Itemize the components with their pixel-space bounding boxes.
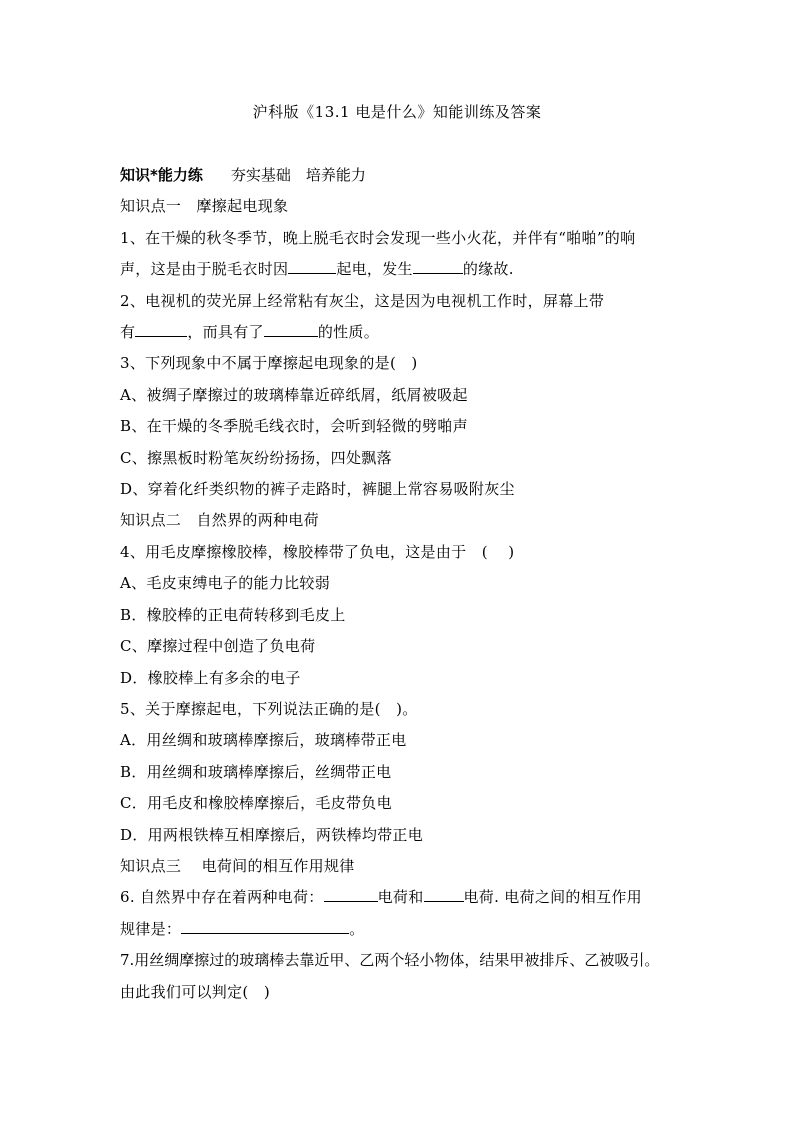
question-2-line-1: 2、电视机的荧光屏上经常粘有灰尘，这是因为电视机工作时，屏幕上带 [120,291,605,310]
document-body [120,160,680,1008]
question-3-option-c: C、擦黑板时粉笔灰纷纷扬扬，四处飘落 [120,448,392,467]
question-5-option-c: C．用毛皮和橡胶棒摩擦后，毛皮带负电 [120,794,392,813]
question-1-blank-1[interactable] [288,259,336,274]
question-3-option-a: A、被绸子摩擦过的玻璃棒靠近碎纸屑，纸屑被吸起 [120,385,468,404]
question-4-option-b: B．橡胶棒的正电荷转移到毛皮上 [120,605,346,624]
question-3-stem: 3、下列现象中不属于摩擦起电现象的是( ) [120,354,418,373]
question-2-blank-1[interactable] [135,322,187,337]
question-6-blank-3[interactable] [181,919,349,934]
question-1-text-a: 声，这是由于脱毛衣时因 [120,260,289,279]
section-label-3: 知识点三 电荷间的相互作用规律 [120,856,355,875]
section-label-1: 知识点一 摩擦起电现象 [120,197,289,216]
question-2-text-a: 有 [120,323,136,342]
question-2-line-2 [120,317,680,348]
question-2-text-c: 的性质。 [317,323,380,342]
question-5-stem: 5、关于摩擦起电，下列说法正确的是( )。 [120,699,418,718]
question-5-option-d: D．用两根铁棒互相摩擦后，两铁棒均带正电 [120,825,424,844]
question-6-text-c: 电荷. 电荷之间的相互作用 [463,888,642,907]
question-4-option-c: C、摩擦过程中创造了负电荷 [120,637,316,656]
question-6-text-a: 6. 自然界中存在着两种电荷： [120,888,324,907]
question-7-line-1: 7.用丝绸摩擦过的玻璃棒去靠近甲、乙两个轻小物体，结果甲被排斥、乙被吸引。 [120,951,660,970]
question-6-line-2 [120,914,680,945]
question-1-text-b: 起电，发生 [336,260,413,279]
question-7-line-2: 由此我们可以判定( ) [120,982,271,1001]
section-label-2: 知识点二 自然界的两种电荷 [120,511,319,530]
question-5-option-b: B．用丝绸和玻璃棒摩擦后，丝绸带正电 [120,762,392,781]
question-1-line-1: 1、在干燥的秋冬季节，晚上脱毛衣时会发现一些小火花，并伴有“啪啪”的响 [120,228,636,247]
question-4-option-d: D．橡胶棒上有多余的电子 [120,668,301,687]
question-4-stem: 4、用毛皮摩擦橡胶棒，橡胶棒带了负电，这是由于 ( ) [120,542,515,561]
page-title: 沪科版《13.1 电是什么》知能训练及答案 [252,103,542,121]
question-6-blank-2[interactable] [424,887,464,902]
question-6-line-1 [120,882,680,913]
practice-heading-subtitle: 夯实基础 培养能力 [230,166,366,184]
practice-heading-bold: 知识*能力练 [120,166,203,184]
question-6-text-e: 。 [349,919,365,938]
question-1-line-2 [120,254,680,285]
question-1-blank-2[interactable] [413,259,463,274]
question-1-text-c: 的缘故. [462,260,514,279]
question-2-text-b: ，而具有了 [187,323,264,342]
question-3-option-b: B、在干燥的冬季脱毛线衣时，会听到轻微的劈啪声 [120,417,468,436]
question-4-option-a: A、毛皮束缚电子的能力比较弱 [120,574,331,593]
question-2-blank-2[interactable] [264,322,318,337]
question-3-option-d: D、穿着化纤类织物的裤子走路时，裤腿上常容易吸附灰尘 [120,480,515,499]
question-6-text-d: 规律是： [120,919,182,938]
question-6-blank-1[interactable] [324,887,378,902]
question-6-text-b: 电荷和 [377,888,424,907]
question-5-option-a: A．用丝绸和玻璃棒摩擦后，玻璃棒带正电 [120,731,407,750]
practice-heading [120,160,680,191]
